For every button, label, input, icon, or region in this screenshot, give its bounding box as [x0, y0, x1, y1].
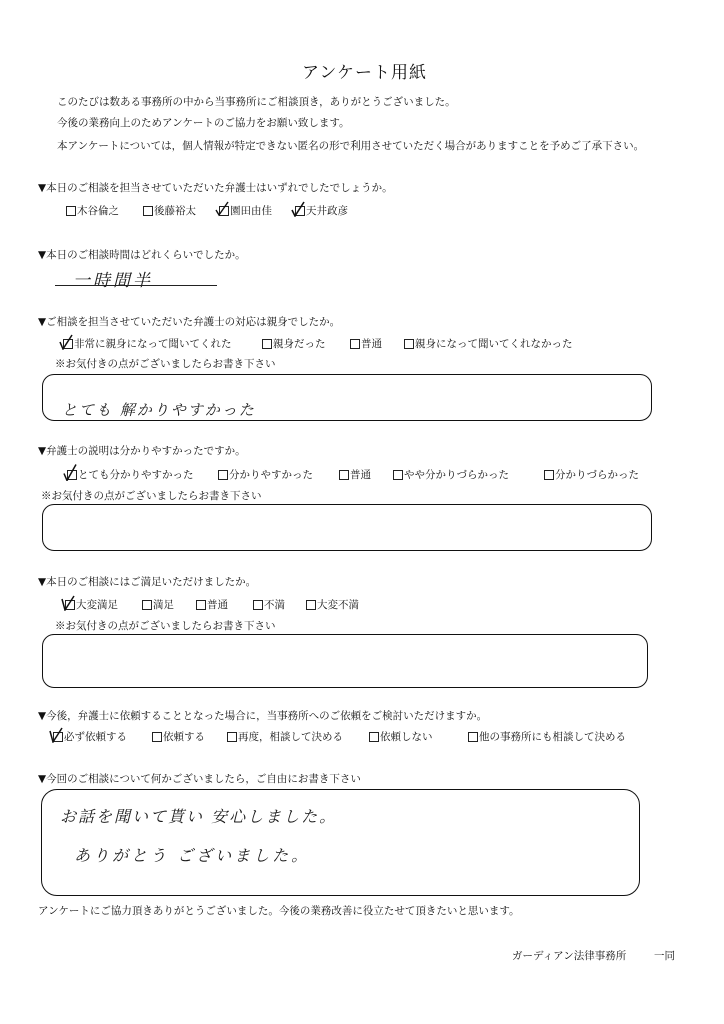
checkbox-unchecked-icon[interactable]: [262, 339, 272, 349]
q5-question: ▼本日のご相談にはご満足いただけましたか。: [38, 576, 257, 588]
q1-option-goto[interactable]: 後藤裕太: [143, 203, 196, 218]
checkmark-icon: [291, 201, 305, 217]
signature-suffix: 一同: [654, 950, 675, 962]
checkbox-unchecked-icon[interactable]: [393, 470, 403, 480]
q6-option-definitely[interactable]: 必ず依頼する: [53, 729, 127, 744]
q5-comment-prompt: ※お気付きの点がございましたらお書き下さい: [55, 620, 276, 632]
form-title: アンケート用紙: [302, 63, 427, 83]
checkmark-icon: [215, 201, 229, 217]
q4-option-somewhat-unclear[interactable]: やや分かりづらかった: [393, 467, 509, 482]
q5-option-very-dissatisfied[interactable]: 大変不満: [306, 597, 359, 612]
checkbox-unchecked-icon[interactable]: [142, 600, 152, 610]
checkbox-unchecked-icon[interactable]: [350, 339, 360, 349]
q4-option-unclear[interactable]: 分かりづらかった: [544, 467, 639, 482]
checkbox-unchecked-icon[interactable]: [369, 732, 379, 742]
checkmark-icon: [49, 727, 63, 743]
checkmark-icon: [59, 334, 73, 350]
q7-comment-line-1: お話を聞いて貰い 安心しました。: [60, 807, 338, 826]
checkbox-unchecked-icon[interactable]: [152, 732, 162, 742]
q3-option-very-sincere[interactable]: 非常に親身になって聞いてくれた: [63, 336, 232, 351]
checkbox-unchecked-icon[interactable]: [196, 600, 206, 610]
checkbox-unchecked-icon[interactable]: [404, 339, 414, 349]
q6-option-will-not-request[interactable]: 依頼しない: [369, 729, 433, 744]
q2-question: ▼本日のご相談時間はどれくらいでしたか。: [38, 249, 246, 261]
checkbox-unchecked-icon[interactable]: [306, 600, 316, 610]
checkbox-unchecked-icon[interactable]: [544, 470, 554, 480]
checkbox-checked-icon[interactable]: [63, 339, 73, 349]
q1-question: ▼本日のご相談を担当させていただいた弁護士はいずれでしたでしょうか。: [38, 182, 393, 194]
q3-comment-text: とても 解かりやすかった: [62, 401, 256, 419]
q1-option-amai[interactable]: 天井政彦: [295, 203, 348, 218]
q3-option-not-sincere[interactable]: 親身になって聞いてくれなかった: [404, 336, 573, 351]
q7-question: ▼今回のご相談について何かございましたら，ご自由にお書き下さい: [38, 773, 361, 785]
checkbox-unchecked-icon[interactable]: [143, 206, 153, 216]
checkbox-checked-icon[interactable]: [295, 206, 305, 216]
checkmark-icon: [63, 462, 77, 481]
q3-question: ▼ご相談を担当させていただいた弁護士の対応は親身でしたか。: [38, 316, 341, 328]
q4-option-very-clear[interactable]: とても分かりやすかった: [67, 467, 194, 482]
q4-comment-prompt: ※お気付きの点がございましたらお書き下さい: [41, 490, 262, 502]
signature-office: ガーディアン法律事務所: [512, 950, 627, 962]
checkbox-checked-icon[interactable]: [53, 732, 63, 742]
q4-option-normal[interactable]: 普通: [339, 467, 371, 482]
closing-message: アンケートにご協力頂きありがとうございました。今後の業務改善に役立たせて頂きたいと思います。: [38, 905, 520, 917]
checkbox-unchecked-icon[interactable]: [253, 600, 263, 610]
checkbox-unchecked-icon[interactable]: [468, 732, 478, 742]
q6-question: ▼今後，弁護士に依頼することとなった場合に，当事務所へのご依頼をご検討いただけますか。: [38, 710, 488, 722]
q5-option-dissatisfied[interactable]: 不満: [253, 597, 285, 612]
q1-option-kitani[interactable]: 木谷倫之: [66, 203, 119, 218]
checkmark-icon: [61, 595, 75, 611]
q6-option-reconsult[interactable]: 再度，相談して決める: [227, 729, 343, 744]
intro-line-1: このたびは数ある事務所の中から当事務所にご相談頂き，ありがとうございました。: [57, 96, 456, 108]
intro-line-2: 今後の業務向上のためアンケートのご協力をお願い致します。: [57, 117, 350, 129]
q6-option-other-office[interactable]: 他の事務所にも相談して決める: [468, 729, 626, 744]
intro-line-3: 本アンケートについては，個人情報が特定できない匿名の形で利用させていただく場合がありますことを予めご了承下さい。: [57, 140, 645, 152]
q5-option-satisfied[interactable]: 満足: [142, 597, 174, 612]
q5-option-normal[interactable]: 普通: [196, 597, 228, 612]
q4-question: ▼弁護士の説明は分かりやすかったですか。: [38, 445, 246, 457]
q3-option-normal[interactable]: 普通: [350, 336, 382, 351]
q3-option-sincere[interactable]: 親身だった: [262, 336, 326, 351]
q4-comment-box[interactable]: [42, 504, 652, 551]
checkbox-unchecked-icon[interactable]: [227, 732, 237, 742]
checkbox-checked-icon[interactable]: [65, 600, 75, 610]
checkbox-checked-icon[interactable]: [219, 206, 229, 216]
q2-answer-line: [55, 285, 217, 286]
q7-comment-line-2: ありがとう ございました。: [74, 846, 311, 865]
checkbox-checked-icon[interactable]: [67, 470, 77, 480]
q5-comment-box[interactable]: [42, 634, 648, 688]
checkbox-unchecked-icon[interactable]: [66, 206, 76, 216]
q6-option-will-request[interactable]: 依頼する: [152, 729, 205, 744]
q5-option-very-satisfied[interactable]: 大変満足: [65, 597, 118, 612]
q3-comment-prompt: ※お気付きの点がございましたらお書き下さい: [55, 358, 276, 370]
checkbox-unchecked-icon[interactable]: [339, 470, 349, 480]
checkbox-unchecked-icon[interactable]: [218, 470, 228, 480]
q2-answer[interactable]: 一時間半: [73, 271, 153, 291]
q4-option-clear[interactable]: 分かりやすかった: [218, 467, 313, 482]
q1-option-sonoda[interactable]: 園田由佳: [219, 203, 272, 218]
